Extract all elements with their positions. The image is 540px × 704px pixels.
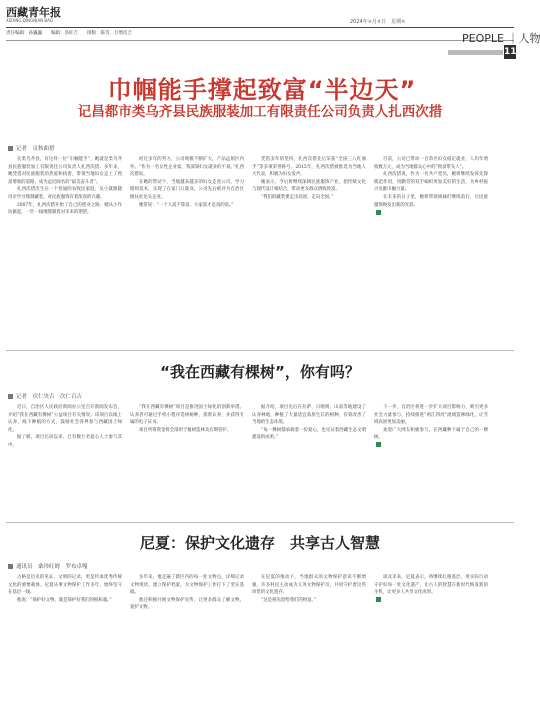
article3-column	[130, 574, 244, 698]
paragraph: 欢迎广大网友积极参与，在西藏种下属于自己的一棵树。	[374, 427, 488, 441]
paragraph: 古格是历史的见证，文明的记录，更是传承优秀传统文化的重要载体。尼夏从事文物保护工作多年，始终坚守在基层一线。	[8, 575, 122, 596]
byline-marker-icon	[8, 146, 13, 151]
paragraph: 凭借多年的坚持，扎西次措先后荣获“全国三八红旗手”等多项荣誉称号。2015年，扎西次措被推选为当地人大代表，积极为妇女发声。	[252, 157, 366, 178]
paragraph: 她表示，今后将继续深耕民族服饰产业，把传统文化与现代设计相结合，带动更多群众增收致富。	[252, 179, 366, 193]
article2-column	[8, 404, 122, 516]
paragraph: 谈及未来，尼夏表示，将继续扎根基层，用实际行动守护好每一处文化遗产，让古人的智慧在新时代焕发新的生机，让更多人共享文化成果。	[374, 575, 488, 596]
paragraph: “我们的藏装要走出高原，走向全国。”	[261, 194, 334, 200]
newspaper-logo: 西藏青年报	[6, 6, 61, 19]
paragraph: 在未来的日子里，她将带领姐妹们继续前行，让民族服饰焕发出新的光彩。	[374, 194, 488, 208]
paragraph: 据了解，项目启动以来，已有数万名爱心人士参与其中。	[8, 435, 122, 448]
article2-title: “我在西藏有棵树”，你有吗？	[160, 363, 360, 381]
article2-column	[130, 404, 244, 516]
article3-column	[252, 574, 366, 698]
article1-column	[130, 156, 244, 342]
paragraph: 目前，公司已带动一百余名妇女稳定就业，人均年增收数万元，成为当地群众心中的“致富带头人”。	[374, 157, 488, 170]
article3-title: 尼夏：保护文化遗存 共享古人智慧	[139, 534, 380, 552]
article1-byline: 记者 贡秋曲措	[8, 144, 55, 152]
byline-marker-icon	[8, 564, 13, 569]
paragraph: 她常说：“一个人富不算富，大家富才是真的富。”	[139, 202, 234, 208]
article1-headline: 巾帼能手撑起致富“半边天”	[107, 76, 417, 104]
paragraph: 在尼夏的推动下，当地群众的文物保护意识不断增强，许多村民主动成为义务文物保护员，共同守护着这些珍贵的文化遗存。	[252, 575, 366, 596]
paragraph: 2007年，扎西次措开始了自己的创业之路，她从小作坊做起，一针一线地缝制着对未来的期望。	[8, 202, 122, 216]
article1-column	[252, 156, 366, 342]
paragraph: “这是祖先留给我们的财富。”	[261, 597, 316, 603]
paragraph: 项目所筹资金将全部用于植树造林及后期管护。	[139, 427, 232, 433]
article3-column	[8, 574, 122, 698]
newspaper-logo-sub: XIZANG QINGNIAN BAO	[6, 18, 53, 23]
page-number-bar	[448, 50, 503, 55]
article3-byline: 通讯员 桑珍旺姆 罗布卓嘎	[8, 562, 88, 570]
paragraph: 经过多年的努力，公司规模不断扩大，产品远销区内外。“作为一名女性企业家，我深知妇女就业的不易。”扎西次措说。	[130, 157, 244, 178]
section-divider	[6, 522, 514, 523]
byline-marker-icon	[8, 394, 13, 399]
page-number: 11	[504, 47, 517, 57]
article1-subhead: 记昌都市类乌齐县民族服装加工有限责任公司负责人扎西次措	[77, 104, 443, 120]
issue-date: 2024年×月×日 星期×	[350, 19, 406, 25]
article2-byline: 记者 次仁央吉 次仁百吉	[8, 392, 82, 400]
article2-body	[8, 404, 488, 516]
paragraph: 多年来，他走遍了辖区内的每一处文物点，详细记录文物现状，建立保护档案，为文物保护工作打下了坚实基础。	[130, 575, 244, 596]
article3-body	[8, 574, 488, 698]
article1-column	[374, 156, 488, 342]
article-end-icon	[376, 210, 381, 215]
paragraph: 下一步，自治区将进一步扩大项目影响力，吸引更多社会力量参与，持续推进“两江四河”流域造林绿化，让雪域高原更加美丽。	[374, 405, 488, 426]
paragraph: 他还积极开展文物保护宣传，让更多群众了解文物、爱护文物。	[130, 597, 244, 611]
section-label: PEOPLE ｜人物	[462, 32, 540, 45]
paragraph: “每一棵树都承载着一份爱心，也见证着西藏生态文明建设的成果。”	[252, 427, 366, 441]
paragraph: 他说：“保护好文物，就是保护好我们的根和魂。”	[17, 597, 112, 603]
header-rail	[350, 8, 540, 45]
article1-column	[8, 156, 122, 342]
paragraph: “我在西藏有棵树”项目是推进国土绿化的创新举措。认养者可通过手机小程序选择树种，捐资认养，并获得专属的电子证书。	[130, 405, 244, 426]
article2-column	[252, 404, 366, 516]
paragraph: 近日，自治区人民政府新闻办公室召开新闻发布会，介绍“我在西藏有棵树”公益项目有关情况。该项目以线上认养、线下种植的方式，鼓励社会各界参与西藏国土绿化。	[8, 405, 122, 433]
paragraph: 据介绍，项目先后在拉萨、日喀则、山南等地建设了认养林地，种植了大量适宜高原生长的树种，有效改善了当地的生态环境。	[252, 405, 366, 426]
paragraph: 扎西次措出生在一个普通的农牧民家庭，从小就跟随母亲学习缝制藏装，对民族服饰有着浓厚的兴趣。	[8, 187, 122, 200]
article1-body	[8, 156, 488, 342]
editor-meta: 责任编辑：孙巍巍 编辑：洛旺吉 排版：陈雪、旦增次吉	[6, 31, 132, 36]
paragraph: 在类乌齐县，有这样一位“巾帼能手”，她就是类乌齐县民族服装加工有限责任公司负责人扎西次措。多年来，她凭借对民族服装的热爱和执着，带领当地妇女走上了致富增收的道路，成为远近闻名的“最美奋斗者”。	[8, 157, 122, 185]
paragraph: 在她的带动下，当地越来越多的妇女走进公司，学习缝纫技术，实现了在家门口就业。公司先后被评为自治区级扶贫龙头企业。	[130, 179, 244, 200]
article2-column	[374, 404, 488, 516]
article-end-icon	[376, 442, 381, 447]
article3-column	[374, 574, 488, 698]
paragraph: 扎西次措说，作为一名共产党员，她将继续发挥先锋模范作用，用勤劳的双手编织更加美好的生活，为乡村振兴贡献巾帼力量。	[374, 172, 488, 193]
article-end-icon	[376, 597, 381, 602]
section-divider	[6, 350, 514, 351]
